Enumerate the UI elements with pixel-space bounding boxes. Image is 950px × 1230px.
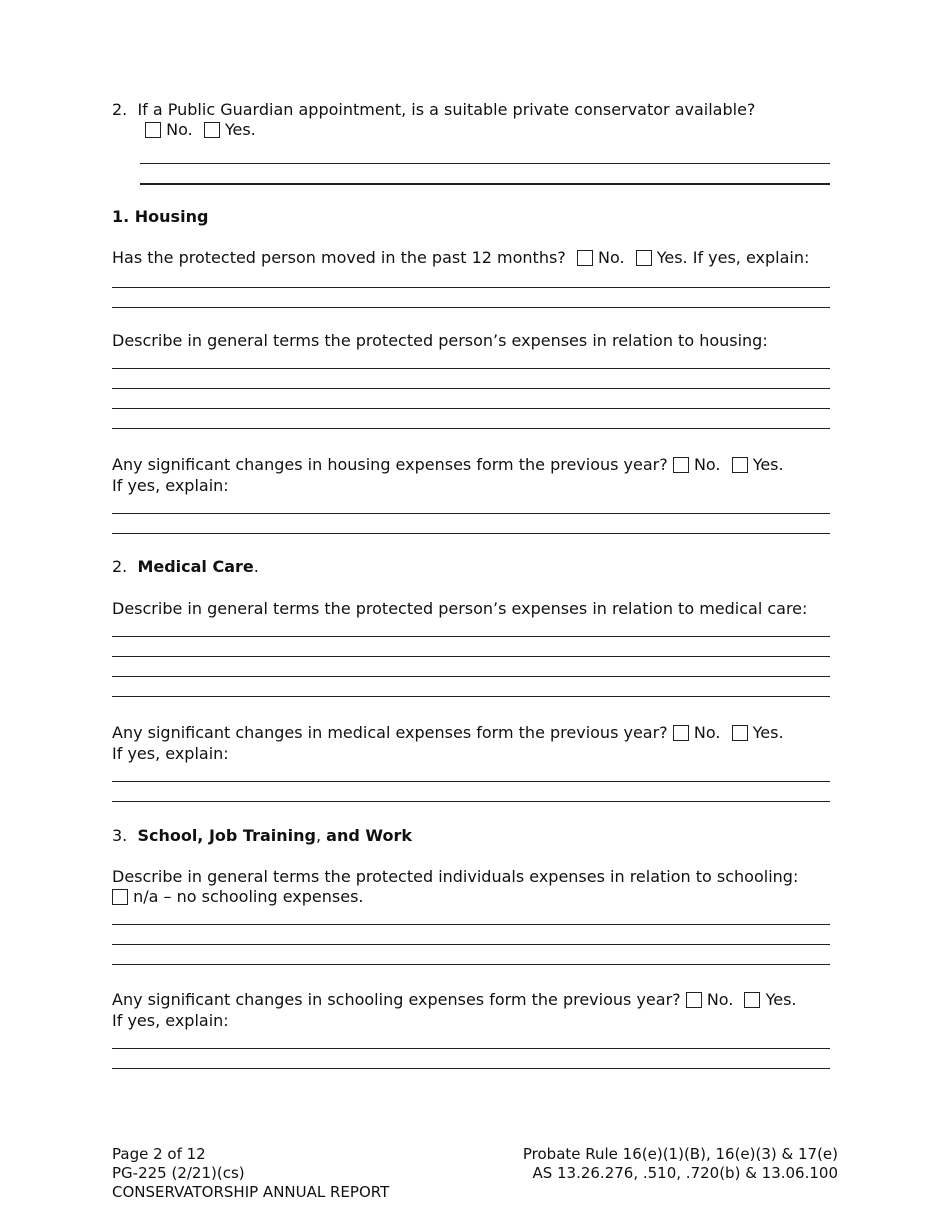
school-changes-explain-line[interactable] <box>112 1048 830 1049</box>
housing-changes-no-checkbox[interactable] <box>673 457 689 473</box>
school-na-option <box>112 887 364 907</box>
housing-expenses-line[interactable] <box>112 368 830 369</box>
medical-changes-yes-label: Yes. <box>752 723 784 742</box>
q2-question: 2. If a Public Guardian appointment, is a suitable private conservator available? <box>112 100 756 119</box>
school-expenses-prompt: Describe in general terms the protected individuals expenses in relation to schooling: <box>112 867 799 886</box>
housing-changes-yes-checkbox[interactable] <box>732 457 748 473</box>
housing-moved-explain-line[interactable] <box>112 307 830 308</box>
housing-moved-yes-checkbox[interactable] <box>636 250 652 266</box>
housing-explain-label: If yes, explain: <box>112 476 229 495</box>
housing-moved-yes-label: Yes. If yes, explain: <box>656 248 810 267</box>
footer-page-number: Page 2 of 12 <box>112 1145 206 1163</box>
housing-changes-question: Any significant changes in housing expenses form the previous year? No. Yes. <box>112 455 784 474</box>
q2-yes-label: Yes. <box>224 120 256 139</box>
school-expenses-line[interactable] <box>112 964 830 965</box>
school-expenses-line[interactable] <box>112 924 830 925</box>
housing-changes-explain-line[interactable] <box>112 513 830 514</box>
housing-changes-yes-label: Yes. <box>752 455 784 474</box>
housing-changes-no-label: No. <box>693 455 721 474</box>
housing-changes-explain-line[interactable] <box>112 533 830 534</box>
housing-moved-no-label: No. <box>597 248 625 267</box>
footer-probate-rule: Probate Rule 16(e)(1)(B), 16(e)(3) & 17(e) <box>522 1145 838 1163</box>
medical-changes-no-checkbox[interactable] <box>673 725 689 741</box>
medical-expenses-prompt: Describe in general terms the protected person’s expenses in relation to medical care: <box>112 599 808 618</box>
housing-expenses-line[interactable] <box>112 388 830 389</box>
housing-expenses-prompt: Describe in general terms the protected person’s expenses in relation to housing: <box>112 331 768 350</box>
housing-moved-explain-line[interactable] <box>112 287 830 288</box>
q2-yes-checkbox[interactable] <box>204 122 220 138</box>
q2-answer-line[interactable] <box>140 163 830 164</box>
medical-changes-yes-checkbox[interactable] <box>732 725 748 741</box>
school-changes-no-checkbox[interactable] <box>686 992 702 1008</box>
medical-expenses-line[interactable] <box>112 656 830 657</box>
footer-left <box>112 1145 389 1202</box>
medical-expenses-line[interactable] <box>112 696 830 697</box>
footer-form-id: PG-225 (2/21)(cs) <box>112 1164 245 1182</box>
medical-changes-question: Any significant changes in medical expenses form the previous year? No. Yes. <box>112 723 784 742</box>
housing-expenses-line[interactable] <box>112 428 830 429</box>
school-changes-yes-label: Yes. <box>765 990 797 1009</box>
housing-moved-no-checkbox[interactable] <box>577 250 593 266</box>
footer-statute: AS 13.26.276, .510, .720(b) & 13.06.100 <box>532 1164 838 1182</box>
school-changes-question: Any significant changes in schooling expenses form the previous year? No. Yes. <box>112 990 797 1009</box>
medical-explain-label: If yes, explain: <box>112 744 229 763</box>
school-expenses-line[interactable] <box>112 944 830 945</box>
housing-moved-question: Has the protected person moved in the past 12 months? No. Yes. If yes, explain: <box>112 248 810 267</box>
q2-no-label: No. <box>166 120 193 139</box>
medical-heading: 2. Medical Care. <box>112 557 259 576</box>
school-explain-label: If yes, explain: <box>112 1011 229 1030</box>
school-changes-yes-checkbox[interactable] <box>744 992 760 1008</box>
q2-no-checkbox[interactable] <box>145 122 161 138</box>
footer-right <box>523 1145 838 1183</box>
medical-changes-explain-line[interactable] <box>112 781 830 782</box>
housing-heading: 1. Housing <box>112 207 209 226</box>
school-na-checkbox[interactable] <box>112 889 128 905</box>
housing-expenses-line[interactable] <box>112 408 830 409</box>
medical-expenses-line[interactable] <box>112 636 830 637</box>
medical-expenses-line[interactable] <box>112 676 830 677</box>
medical-changes-explain-line[interactable] <box>112 801 830 802</box>
footer-form-title: CONSERVATORSHIP ANNUAL REPORT <box>112 1183 390 1201</box>
school-na-label: n/a – no schooling expenses. <box>133 887 364 906</box>
q2-answer-line[interactable] <box>140 183 830 185</box>
school-heading: 3. School, Job Training, and Work <box>112 826 412 845</box>
school-changes-no-label: No. <box>706 990 734 1009</box>
q2-options <box>145 120 256 140</box>
medical-changes-no-label: No. <box>693 723 721 742</box>
school-changes-explain-line[interactable] <box>112 1068 830 1069</box>
